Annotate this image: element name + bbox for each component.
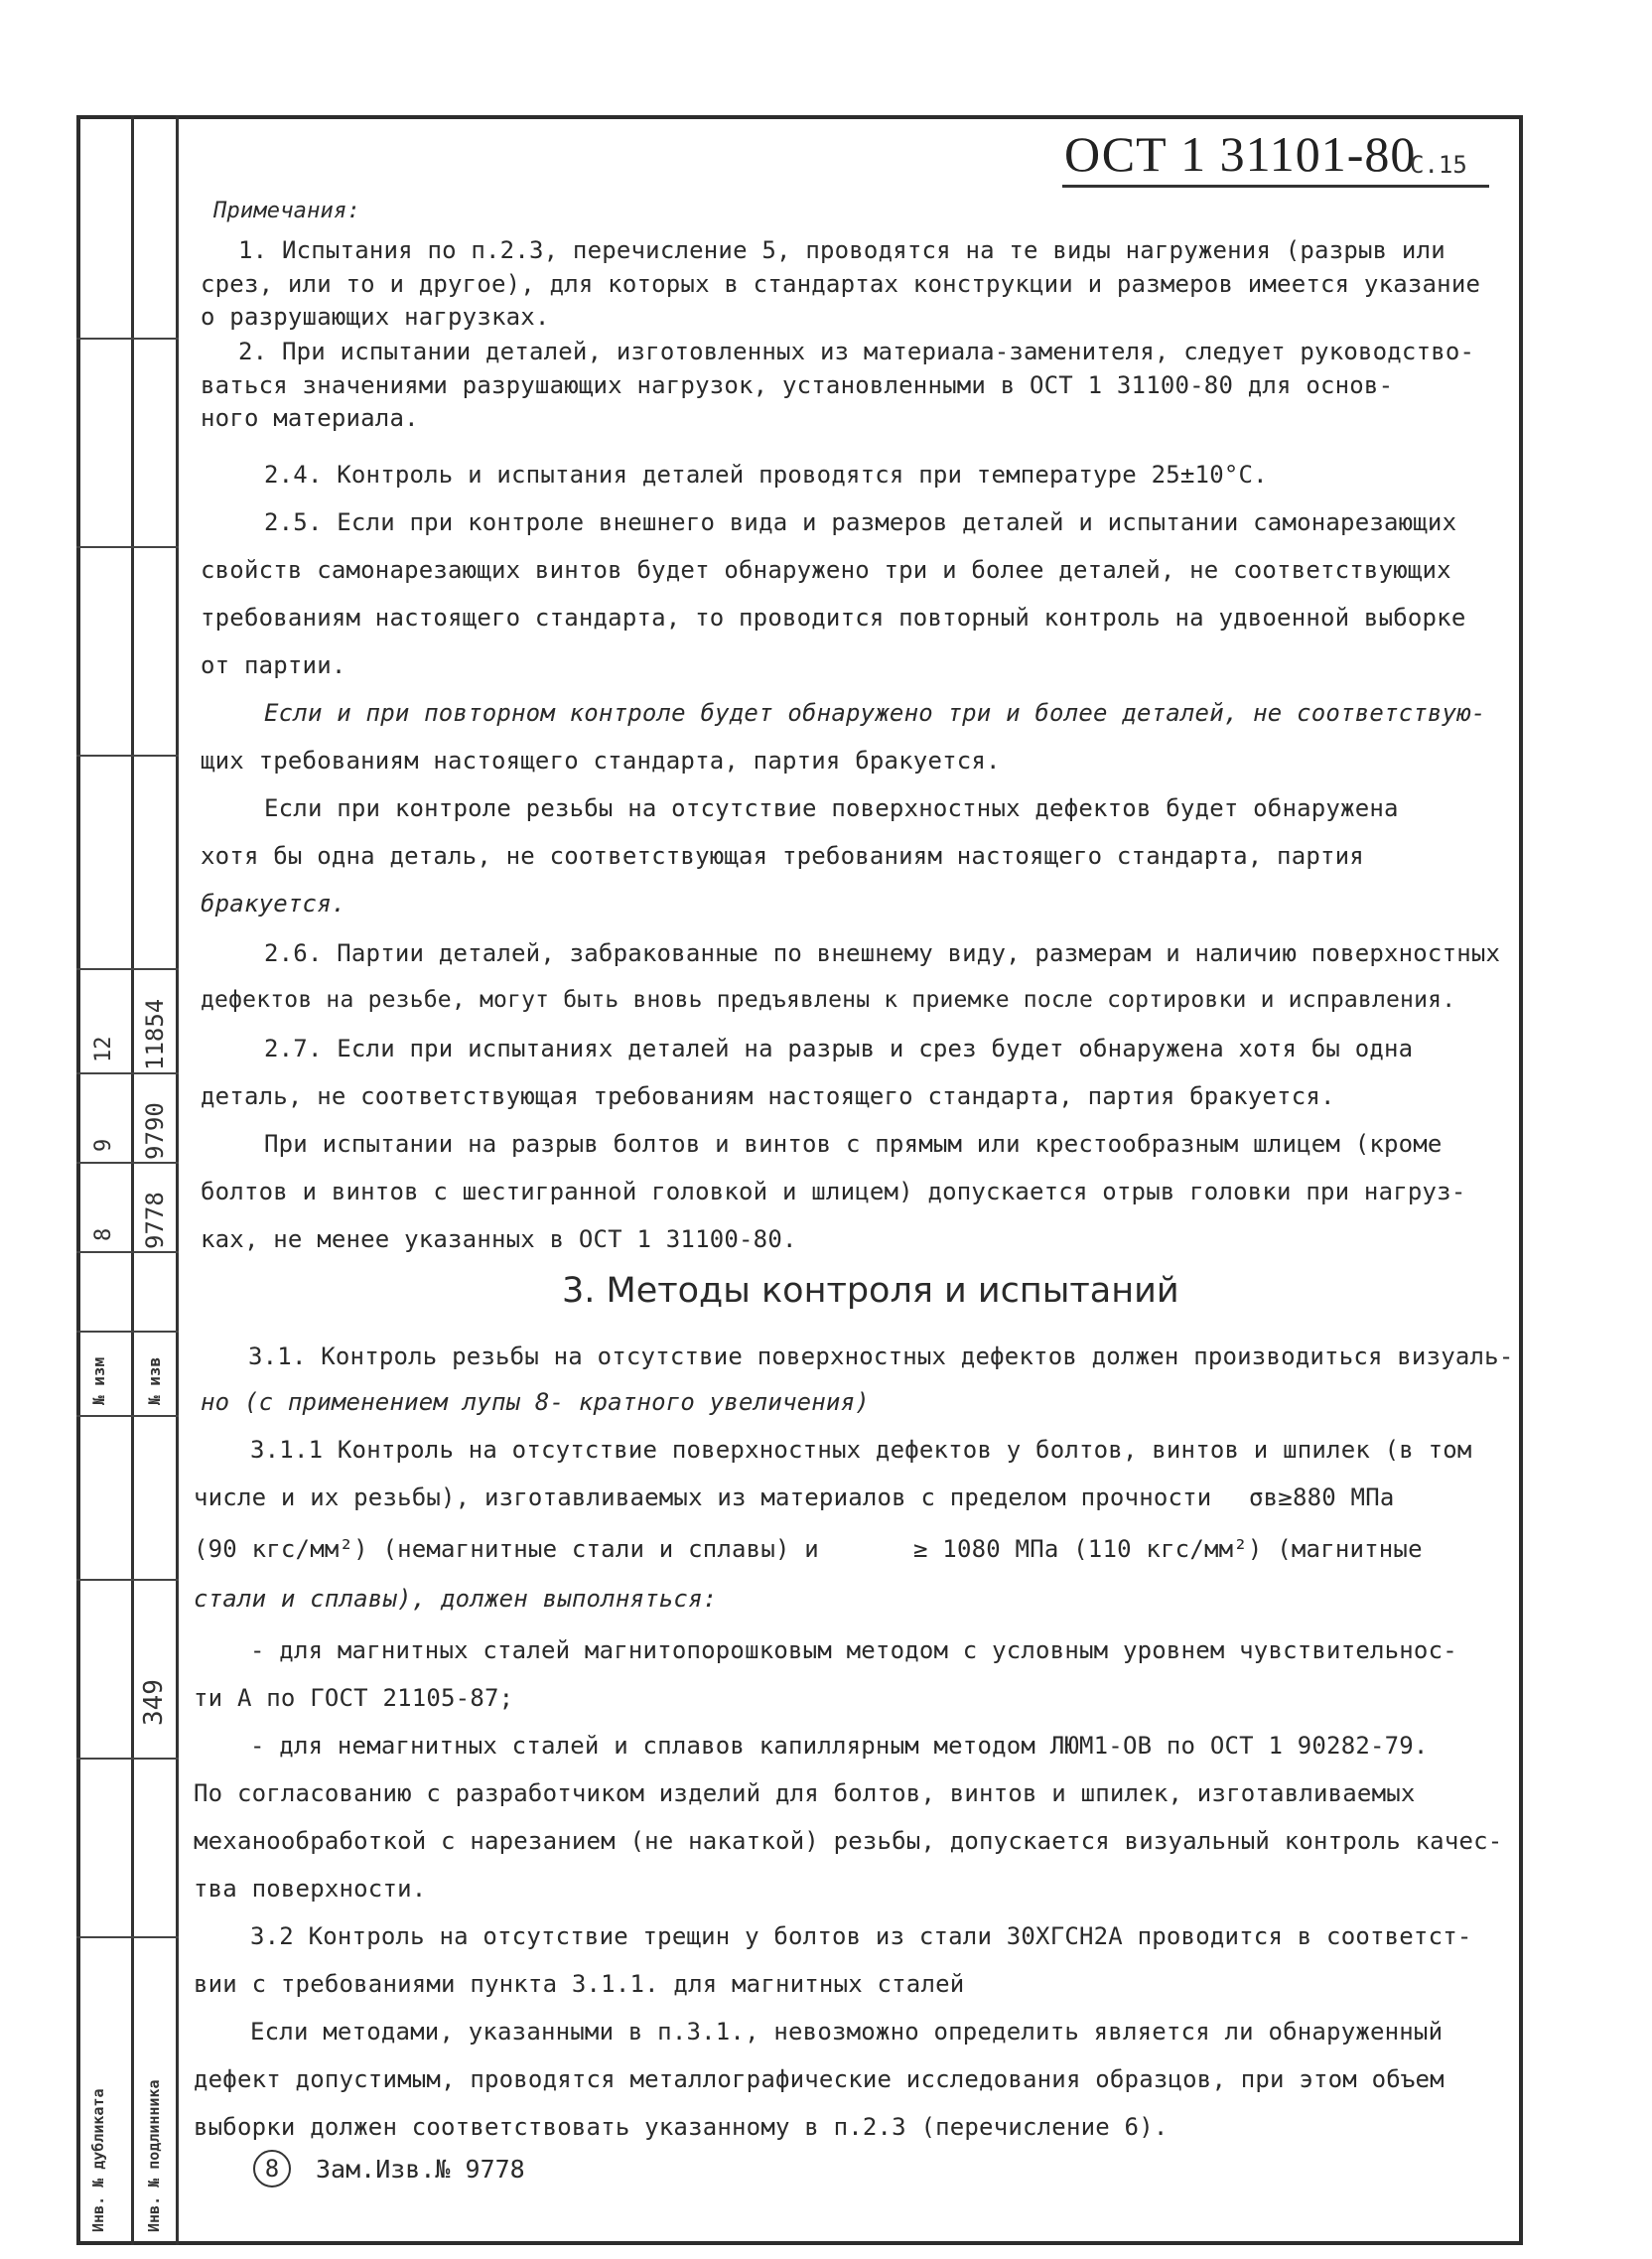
note-line: о разрушающих нагрузках. — [201, 303, 550, 331]
izm-value-8: 8 — [91, 1227, 116, 1241]
change-number-circle: 8 — [253, 2150, 291, 2188]
section-line: механообработкой с нарезанием (не накаткой) резьбы, допускается визуальный контроль качес- — [194, 1827, 1503, 1855]
body-line: 2.5. Если при контроле внешнего вида и размеров деталей и испытании самонарезающих — [264, 508, 1457, 536]
page-number: С.15 — [1410, 151, 1467, 179]
section-line: Если методами, указанными в п.3.1., невозможно определить является ли обнаруженный — [250, 2018, 1444, 2046]
header-underline — [1062, 185, 1489, 188]
izm-value-9: 9 — [91, 1138, 116, 1152]
margin-rule — [76, 546, 179, 548]
body-line: 2.6. Партии деталей, забракованные по внешнему виду, размерам и наличию поверхностных — [264, 939, 1501, 967]
body-line: Если и при повторном контроле будет обнаружено три и более деталей, не соответствую- — [264, 699, 1486, 727]
izm-value-12: 12 — [91, 1036, 116, 1062]
body-line: 2.7. Если при испытаниях деталей на разрыв и срез будет обнаружена хотя бы одна — [264, 1035, 1414, 1062]
body-line: бракуется. — [201, 890, 346, 918]
inv-podl-label: Инв. № подлинника — [145, 2079, 163, 2232]
section-line: - для немагнитных сталей и сплавов капиллярным методом ЛЮМ1-ОВ по ОСТ 1 90282-79. — [250, 1732, 1429, 1760]
strength-value: σв≥880 МПа — [1249, 1483, 1395, 1511]
margin-rule — [76, 1936, 179, 1938]
margin-rule — [76, 1415, 179, 1417]
section-line: 3.1.1 Контроль на отсутствие поверхностных дефектов у болтов, винтов и шпилек (в том — [250, 1436, 1472, 1464]
body-line: болтов и винтов с шестигранной головкой и шлицем) допускается отрыв головки при нагруз- — [201, 1178, 1466, 1205]
margin-rule — [76, 1251, 179, 1253]
section-line: числе и их резьбы), изготавливаемых из материалов с пределом прочности — [194, 1483, 1212, 1511]
margin-rule — [76, 1072, 179, 1074]
body-line: требованиям настоящего стандарта, то проводится повторный контроль на удвоенной выборке — [201, 604, 1466, 632]
margin-column-left — [76, 115, 134, 2245]
section-line: тва поверхности. — [194, 1875, 427, 1903]
margin-rule — [76, 755, 179, 757]
section-line: ти А по ГОСТ 21105-87; — [194, 1684, 514, 1712]
notes-title: Примечания: — [213, 199, 360, 223]
body-line: деталь, не соответствующая требованиям настоящего стандарта, партия бракуется. — [201, 1082, 1335, 1110]
body-line: ках, не менее указанных в ОСТ 1 31100-80. — [201, 1225, 797, 1253]
note-line: срез, или то и другое), для которых в стандартах конструкции и размеров имеется указание — [201, 270, 1481, 298]
izv-value-9790: 9790 — [141, 1102, 169, 1160]
izv-value-9778: 9778 — [141, 1192, 169, 1249]
section-line: вии с требованиями пункта 3.1.1. для магнитных сталей — [194, 1970, 965, 1998]
margin-rule — [76, 1162, 179, 1164]
section-line: дефект допустимым, проводятся металлографические исследования образцов, при этом объем — [194, 2065, 1445, 2093]
margin-column-right — [134, 115, 179, 2245]
section-line: выборки должен соответствовать указанному в п.2.3 (перечисление 6). — [194, 2113, 1169, 2141]
margin-rule — [76, 968, 179, 970]
body-line: щих требованиям настоящего стандарта, партия бракуется. — [201, 747, 1001, 775]
section-line: 3.1. Контроль резьбы на отсутствие поверхностных дефектов должен производиться визуаль- — [248, 1342, 1514, 1370]
body-line: дефектов на резьбе, могут быть вновь предъявлены к приемке после сортировки и исправления. — [201, 987, 1456, 1013]
body-line: При испытании на разрыв болтов и винтов с прямым или крестообразным шлицем (кроме — [264, 1130, 1443, 1158]
body-line: от партии. — [201, 651, 346, 679]
section-line: стали и сплавы), должен выполняться: — [194, 1585, 718, 1613]
section-line: ≥ 1080 МПа (110 кгс/мм²) (магнитные — [913, 1535, 1423, 1563]
margin-rule — [76, 1579, 179, 1581]
body-line: Если при контроле резьбы на отсутствие поверхностных дефектов будет обнаружена — [264, 794, 1399, 822]
body-line: 2.4. Контроль и испытания деталей проводятся при температуре 25±10°С. — [264, 461, 1268, 489]
izv-value-11854: 11854 — [141, 998, 169, 1070]
section-line: но (с применением лупы 8- кратного увеличения) — [201, 1388, 870, 1416]
body-line: свойств самонарезающих винтов будет обнаружено три и более деталей, не соответствующих — [201, 556, 1451, 584]
note-line: ного материала. — [201, 404, 419, 432]
margin-rule — [76, 1758, 179, 1760]
note-line: 2. При испытании деталей, изготовленных из материала-заменителя, следует руководство- — [238, 338, 1475, 365]
margin-rule — [76, 338, 179, 340]
body-line: хотя бы одна деталь, не соответствующая требованиям настоящего стандарта, партия — [201, 842, 1364, 870]
section-line: 3.2 Контроль на отсутствие трещин у болтов из стали 30ХГСН2А проводится в соответст- — [250, 1922, 1472, 1950]
change-note: Зам.Изв.№ 9778 — [316, 2155, 525, 2184]
note-line: 1. Испытания по п.2.3, перечисление 5, проводятся на те виды нагружения (разрыв или — [238, 236, 1446, 264]
section-line: По согласованию с разработчиком изделий для болтов, винтов и шпилек, изготавливаемых — [194, 1779, 1416, 1807]
document-code: ОСТ 1 31101-80 — [1064, 126, 1417, 182]
section-line: (90 кгс/мм²) (немагнитные стали и сплавы) и — [194, 1535, 819, 1563]
margin-number: 349 — [139, 1679, 169, 1726]
izv-label: № изв — [145, 1356, 164, 1405]
section-line: - для магнитных сталей магнитопорошковым методом с условным уровнем чувствительнос- — [250, 1636, 1457, 1664]
inv-dubl-label: Инв. № дубликата — [89, 2088, 107, 2232]
note-line: ваться значениями разрушающих нагрузок, установленными в ОСТ 1 31100-80 для основ- — [201, 371, 1394, 399]
izm-label: № изм — [89, 1356, 108, 1405]
section-title: 3. Методы контроля и испытаний — [562, 1271, 1179, 1311]
margin-rule — [76, 1331, 179, 1333]
